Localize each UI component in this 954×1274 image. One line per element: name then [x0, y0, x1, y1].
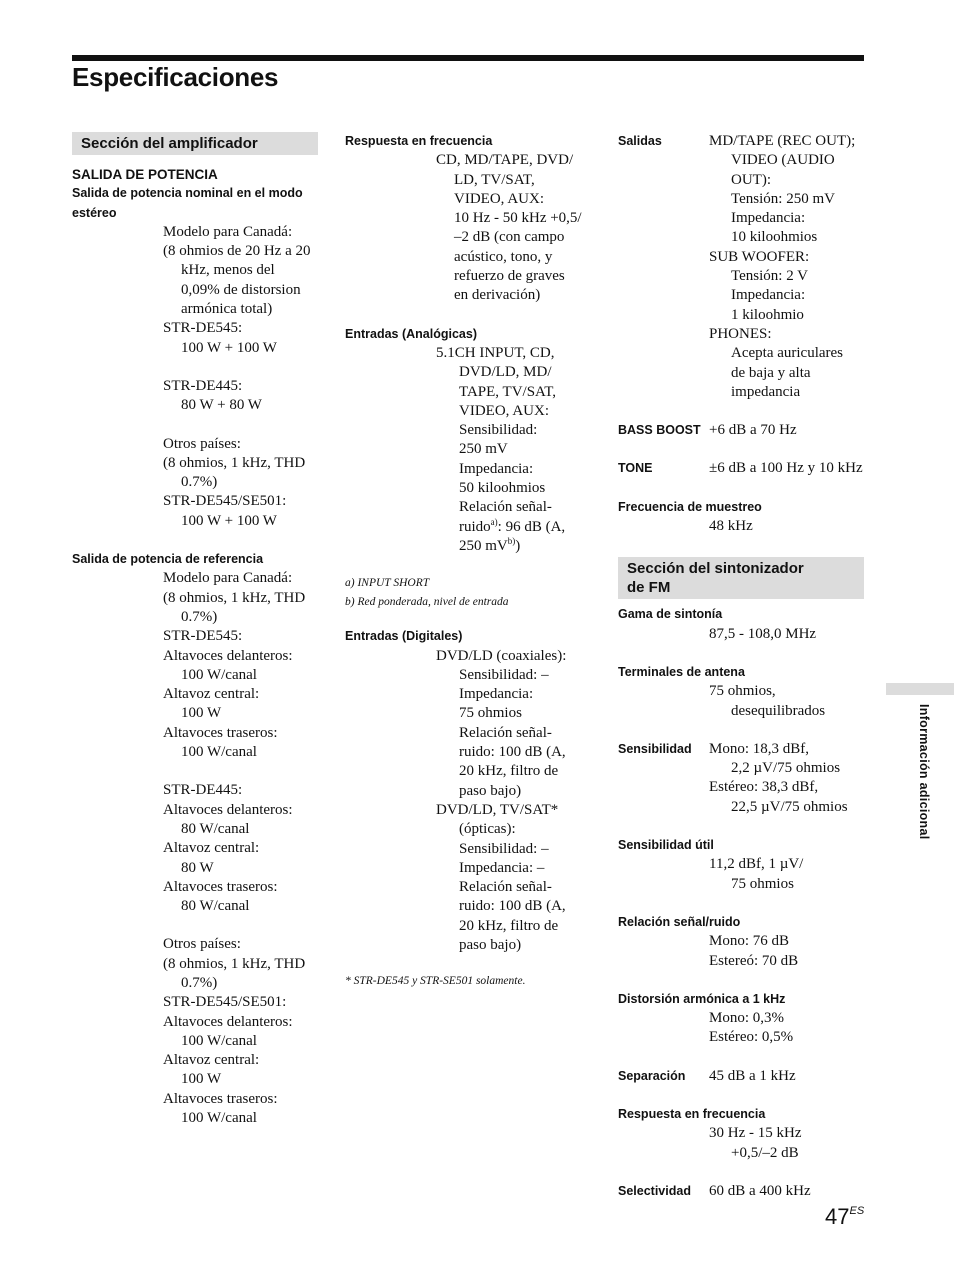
spec-value: VIDEO (AUDIO: [731, 152, 835, 169]
spec-value: 11,2 dBf, 1 µV/: [709, 856, 804, 873]
spec-text: ): [515, 537, 521, 554]
spec-value: STR-DE545/SE501:: [163, 493, 287, 510]
spec-value: SUB WOOFER:: [709, 248, 810, 265]
spec-value: 48 kHz: [709, 518, 753, 535]
spec-text: ruido: [459, 518, 491, 535]
spec-value: STR-DE445:: [163, 782, 243, 799]
spec-label: Selectividad: [618, 1183, 691, 1198]
spec-value: LD, TV/SAT,: [454, 171, 535, 188]
spec-label: Separación: [618, 1068, 686, 1083]
page-number: [825, 1204, 864, 1230]
spec-value: Altavoces traseros:: [163, 878, 278, 895]
footnote-star: * STR-DE545 y STR-SE501 solamente.: [345, 975, 526, 988]
spec-value: 100 W + 100 W: [181, 339, 277, 356]
spec-label: Entradas (Analógicas): [345, 326, 477, 341]
spec-value: desequilibrados: [731, 702, 826, 719]
spec-value: 30 Hz - 15 kHz: [709, 1125, 802, 1142]
spec-value: 0.7%): [181, 474, 218, 491]
column-outputs-tuner: [618, 132, 868, 1201]
spec-value: 10 Hz - 50 kHz +0,5/: [454, 210, 582, 227]
spec-label: Distorsión armónica a 1 kHz: [618, 991, 786, 1006]
spec-value: Altavoces traseros:: [163, 1090, 278, 1107]
spec-label: SALIDA DE POTENCIA: [72, 167, 218, 182]
spec-value: 75 ohmios: [459, 705, 522, 722]
spec-value: Mono: 0,3%: [709, 1010, 784, 1027]
spec-value: 5.1CH INPUT, CD,: [436, 344, 555, 361]
spec-label: Respuesta en frecuencia: [618, 1106, 766, 1121]
spec-value: 80 W/canal: [181, 898, 250, 915]
section-title-line: de FM: [627, 579, 671, 597]
spec-value: 1 kiloohmio: [731, 306, 804, 323]
spec-value: 20 kHz, filtro de: [459, 763, 559, 780]
spec-label: Salida de potencia nominal en el modo: [72, 186, 303, 201]
spec-value: 100 W/canal: [181, 1110, 257, 1127]
spec-value: 80 W + 80 W: [181, 397, 262, 414]
spec-value: Relación señal-: [459, 499, 552, 516]
spec-row-sensibilidad: [618, 740, 868, 759]
spec-value: 75 ohmios,: [709, 683, 776, 700]
spec-value: kHz, menos del: [181, 262, 275, 279]
spec-value: 100 W/canal: [181, 744, 257, 761]
column-amplifier: [72, 132, 318, 1128]
spec-row-bass: [618, 421, 868, 440]
spec-value: MD/TAPE (REC OUT);: [709, 133, 856, 149]
spec-value: Tensión: 250 mV: [731, 190, 835, 207]
spec-value: Modelo para Canadá:: [163, 570, 293, 587]
spec-value: Altavoces delanteros:: [163, 801, 293, 818]
spec-value: Otros países:: [163, 435, 241, 452]
spec-value: Impedancia:: [459, 686, 534, 703]
spec-value: 100 W/canal: [181, 1032, 257, 1049]
spec-value: (8 ohmios, 1 kHz, THD: [163, 454, 306, 471]
spec-label: Sensibilidad útil: [618, 838, 714, 853]
spec-value: DVD/LD, MD/: [459, 364, 552, 381]
spec-value: 50 kiloohmios: [459, 480, 546, 497]
spec-label: Terminales de antena: [618, 664, 745, 679]
spec-value: Tensión: 2 V: [731, 268, 809, 285]
spec-value: Impedancia:: [731, 210, 806, 227]
spec-value: Altavoz central:: [163, 840, 260, 857]
spec-value: Mono: 76 dB: [709, 933, 790, 950]
section-tab-marker: [886, 683, 954, 695]
spec-value: (ópticas):: [459, 821, 516, 838]
footnote-b: b) Red ponderada, nivel de entrada: [345, 595, 509, 608]
spec-value: Estéreo: 0,5%: [709, 1029, 794, 1046]
spec-value: Altavoces delanteros:: [163, 1013, 293, 1030]
spec-value: STR-DE545/SE501:: [163, 994, 287, 1011]
spec-value: 100 W/canal: [181, 666, 257, 683]
spec-value: paso bajo): [459, 936, 522, 953]
spec-value: Sensibilidad:: [459, 422, 538, 439]
spec-label: TONE: [618, 461, 653, 476]
column-inputs: [345, 132, 595, 991]
spec-value: OUT):: [731, 171, 771, 188]
spec-value: Otros países:: [163, 936, 241, 953]
spec-label: Entradas (Digitales): [345, 629, 463, 644]
spec-value: STR-DE545:: [163, 628, 243, 645]
spec-value: 20 kHz, filtro de: [459, 917, 559, 934]
spec-label: Sensibilidad: [618, 741, 692, 756]
spec-label: Relación señal/ruido: [618, 914, 741, 929]
footnote-ref-a: a): [490, 516, 498, 527]
spec-value: 0,09% de distorsion: [181, 281, 301, 298]
spec-value: 75 ohmios: [731, 875, 794, 892]
spec-text: : 96 dB (A,: [497, 518, 566, 535]
page-title: Especificaciones: [72, 62, 279, 92]
spec-value: TAPE, TV/SAT,: [459, 383, 557, 400]
spec-value: Sensibilidad: –: [459, 666, 549, 683]
spec-value: 100 W: [181, 705, 222, 722]
spec-value: (8 ohmios de 20 Hz a 20: [163, 243, 311, 260]
spec-value: de baja y alta: [731, 364, 811, 381]
spec-value: Altavoz central:: [163, 1052, 260, 1069]
side-section-label: Información adicional: [917, 704, 931, 840]
spec-label: Salida de potencia de referencia: [72, 552, 264, 567]
spec-value: VIDEO, AUX:: [459, 402, 549, 419]
spec-text: 250 mV: [459, 537, 508, 554]
spec-value: CD, MD/TAPE, DVD/: [436, 152, 574, 169]
spec-value: 0.7%): [181, 608, 218, 625]
spec-value: Modelo para Canadá:: [163, 223, 293, 240]
spec-value: 80 W: [181, 859, 214, 876]
spec-value: Altavoz central:: [163, 686, 260, 703]
spec-label: estéreo: [72, 205, 117, 220]
spec-value: Mono: 18,3 dBf,: [709, 740, 810, 757]
spec-value: 45 dB a 1 kHz: [709, 1067, 796, 1084]
spec-value: 10 kiloohmios: [731, 229, 818, 246]
spec-value: PHONES:: [709, 325, 772, 342]
spec-value: Estereó: 70 dB: [709, 952, 799, 969]
spec-value: Altavoces delanteros:: [163, 647, 293, 664]
spec-value: Relación señal-: [459, 724, 552, 741]
spec-value: 100 W: [181, 1071, 222, 1088]
spec-value: 0.7%): [181, 974, 218, 991]
spec-value: Relación señal-: [459, 879, 552, 896]
spec-value: VIDEO, AUX:: [454, 190, 544, 207]
spec-label: BASS BOOST: [618, 423, 701, 438]
spec-value: Estéreo: 38,3 dBf,: [709, 779, 819, 796]
spec-value: [345, 518, 595, 537]
spec-value: ±6 dB a 100 Hz y 10 kHz: [709, 460, 863, 477]
spec-value: DVD/LD, TV/SAT*: [436, 801, 559, 818]
spec-value: refuerzo de graves: [454, 268, 565, 285]
spec-value: STR-DE445:: [163, 377, 243, 394]
page-number-value: 47: [825, 1204, 850, 1229]
section-header-tuner: [618, 557, 864, 599]
spec-value: 250 mV: [459, 441, 508, 458]
page-language-suffix: ES: [849, 1205, 865, 1217]
spec-value: ruido: 100 dB (A,: [459, 744, 566, 761]
spec-value: 87,5 - 108,0 MHz: [709, 625, 817, 642]
section-header-amplifier: Sección del amplificador: [72, 132, 318, 155]
section-title-line: Sección del sintonizador: [627, 560, 804, 578]
spec-value: Altavoces traseros:: [163, 724, 278, 741]
spec-value: Acepta auriculares: [731, 345, 844, 362]
footnote-a: a) INPUT SHORT: [345, 577, 430, 590]
spec-value: paso bajo): [459, 782, 522, 799]
spec-label: Respuesta en frecuencia: [345, 134, 493, 148]
spec-value: impedancia: [731, 383, 801, 400]
spec-label: Frecuencia de muestreo: [618, 499, 762, 514]
spec-value: +0,5/–2 dB: [731, 1144, 799, 1161]
spec-value: +6 dB a 70 Hz: [709, 422, 797, 439]
spec-value: (8 ohmios, 1 kHz, THD: [163, 589, 306, 606]
spec-value: 80 W/canal: [181, 820, 250, 837]
spec-value: (8 ohmios, 1 kHz, THD: [163, 955, 306, 972]
spec-value: armónica total): [181, 301, 273, 318]
spec-value: STR-DE545:: [163, 320, 243, 337]
spec-value: 100 W + 100 W: [181, 512, 277, 529]
spec-value: Impedancia: –: [459, 859, 545, 876]
top-rule: [72, 55, 864, 61]
spec-row-selectividad: [618, 1182, 868, 1201]
spec-value: 60 dB a 400 kHz: [709, 1182, 811, 1199]
spec-row-separacion: [618, 1067, 868, 1086]
spec-value: –2 dB (con campo: [454, 229, 565, 246]
spec-value: 2,2 µV/75 ohmios: [731, 760, 841, 777]
spec-value: DVD/LD (coaxiales):: [436, 647, 567, 664]
spec-row-tone: [618, 459, 868, 478]
spec-value: Sensibilidad: –: [459, 840, 549, 857]
spec-value: Impedancia:: [459, 460, 534, 477]
spec-row-salidas: [618, 132, 868, 151]
spec-value: ruido: 100 dB (A,: [459, 898, 566, 915]
spec-value: [345, 537, 595, 556]
spec-value: 22,5 µV/75 ohmios: [731, 798, 848, 815]
spec-value: en derivación): [454, 287, 541, 304]
footnote-ref-b: b): [507, 535, 516, 546]
spec-label: Gama de sintonía: [618, 607, 723, 622]
spec-value: Impedancia:: [731, 287, 806, 304]
spec-label: Salidas: [618, 134, 662, 148]
spec-value: acústico, tono, y: [454, 248, 553, 265]
